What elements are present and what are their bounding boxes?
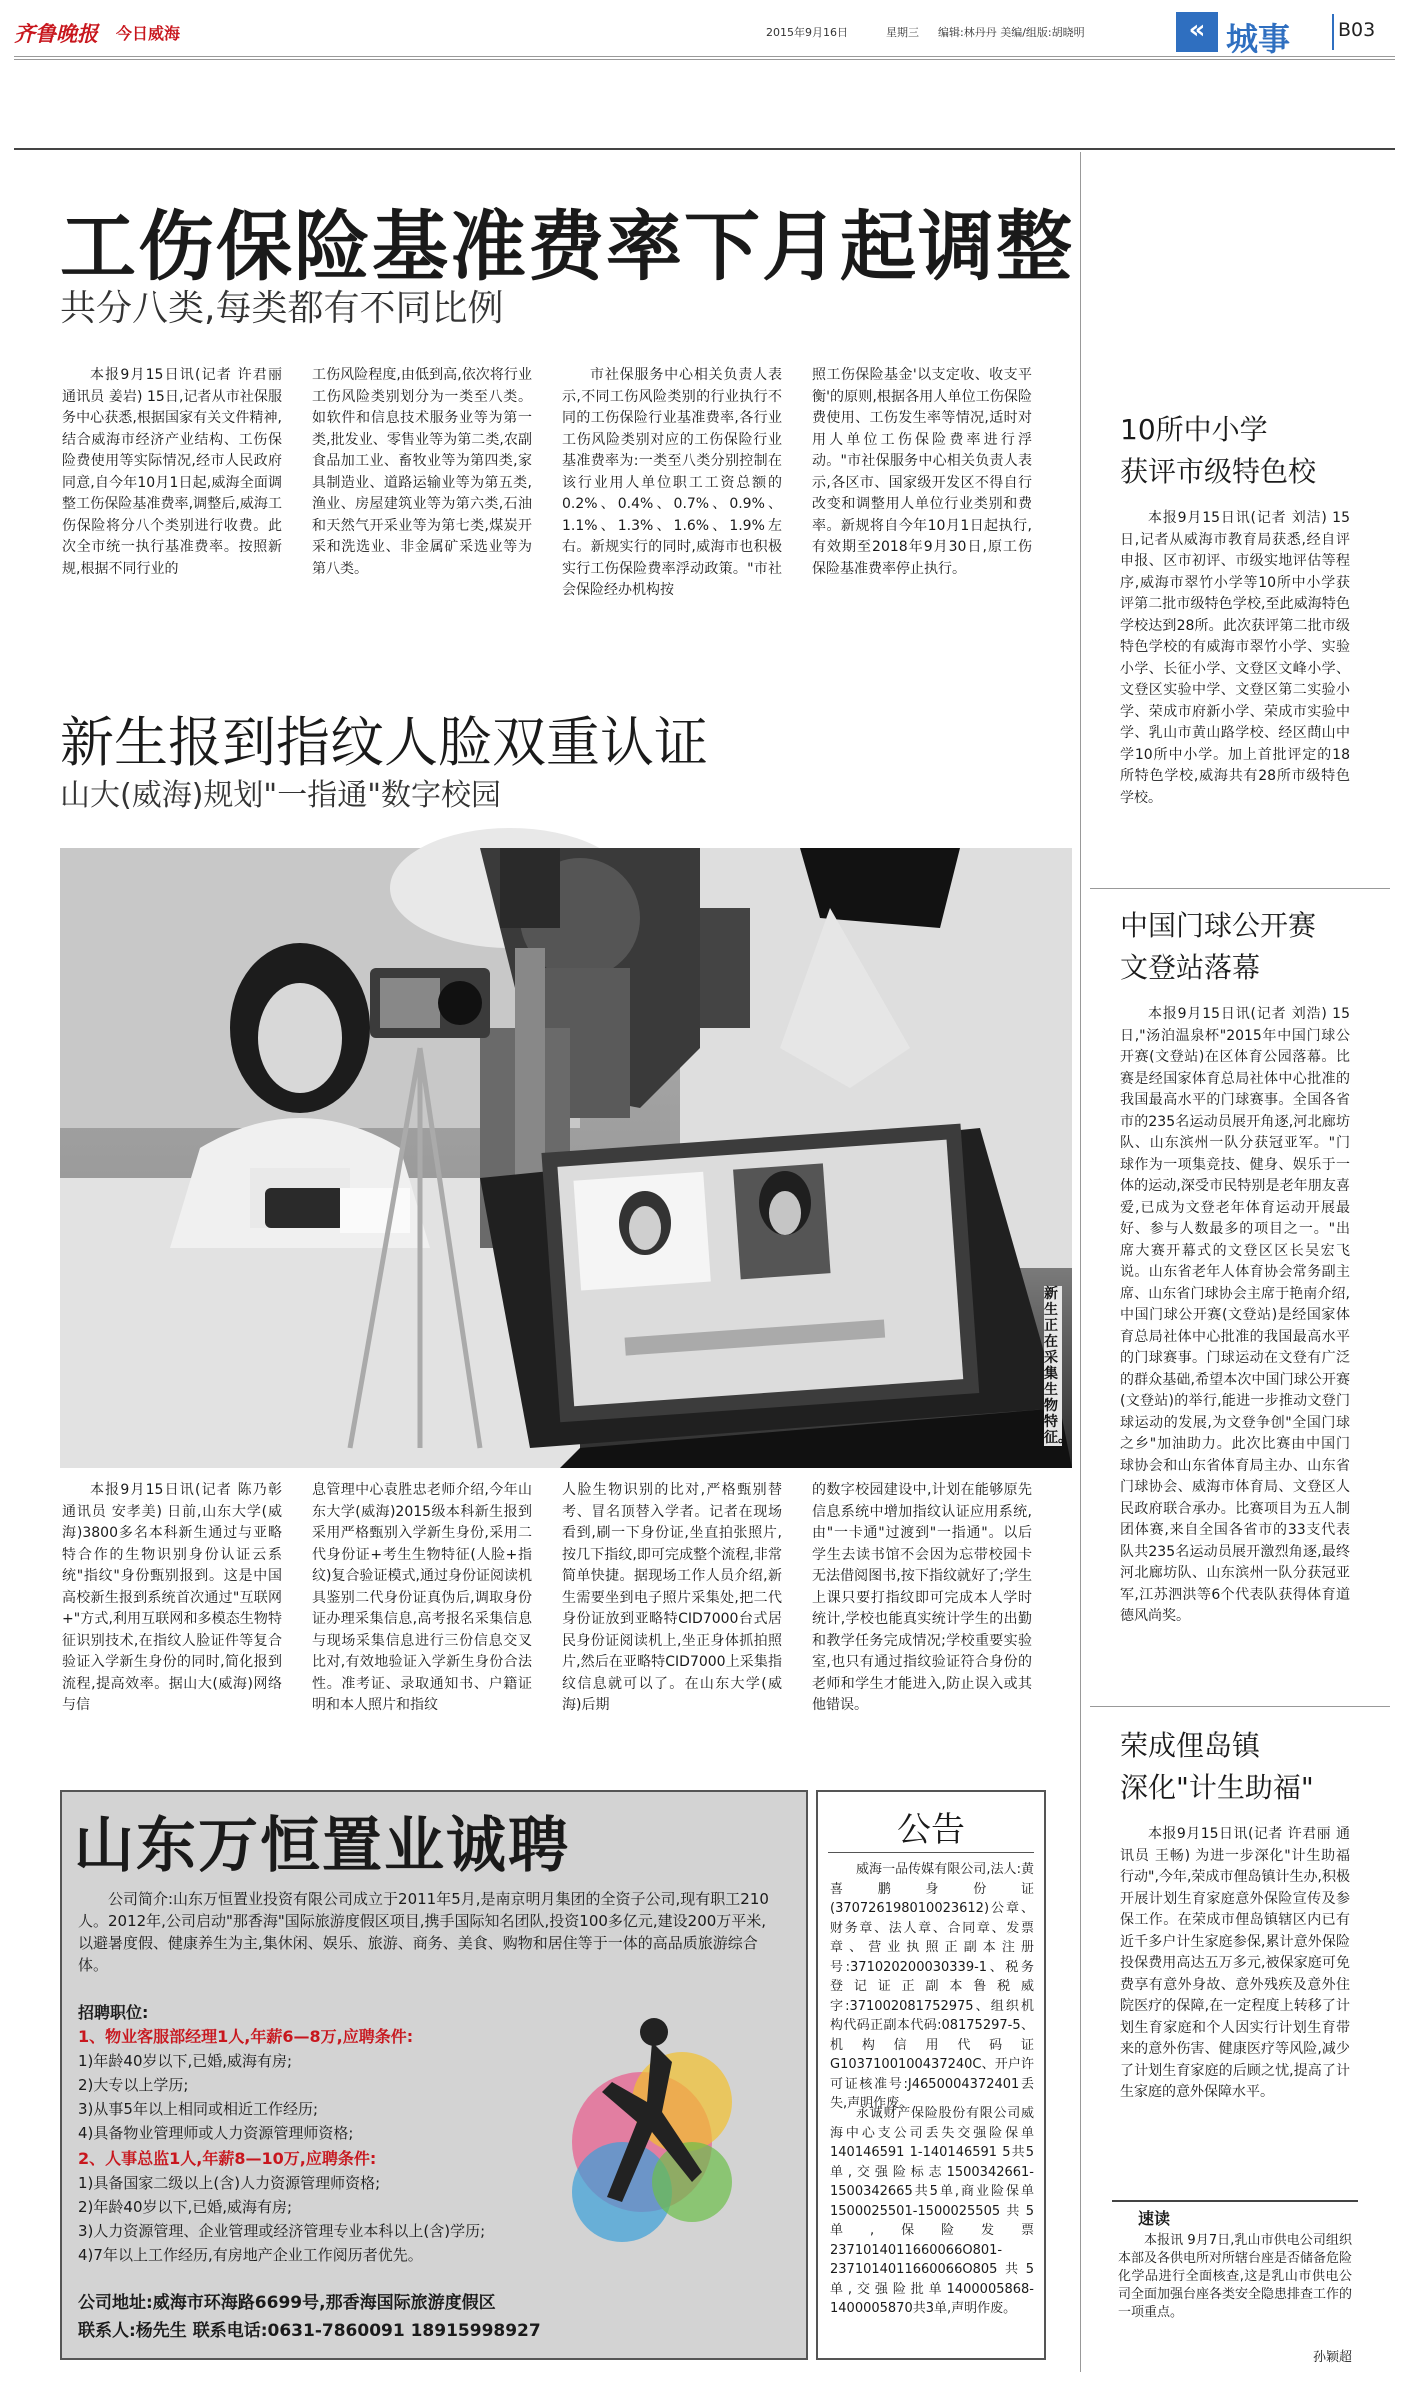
ad-intro: 公司简介:山东万恒置业投资有限公司成立于2011年5月,是南京明月集团的全资子公司,现有职工210人。2012年,公司启动"那香海"国际旅游度假区项目,携手国际知名团队,投资100多亿元,建设200万平米,以避暑度假、健康养生为主,集休闲、娱乐、旅游、商务、美食、购物和居住等于一体的高品质旅游综合体。 <box>78 1890 769 1974</box>
brief-label: 速读 <box>1132 2206 1176 2229</box>
story2-column-4: 的数字校园建设中,计划在能够原先信息系统中增加指纹认证应用系统,由"一卡通"过渡到"一指通"。以后学生去读书馆不会因为忘带校园卡无法借阅图书,按下指纹就好了;学生上课只要打指纹即可完成本人学时统计,学校也能真实统计学生的出勤和教学任务完成情况;学校重要实验室,也只有通过指纹验证符合身份的老师和学生才能进入,防止误入或其他错误。 <box>812 1482 1032 1713</box>
lead-column-1: 本报9月15日讯(记者 许君丽 通讯员 姜岩) 15日,记者从市社保服务中心获悉,根据国家有关文件精神,结合威海市经济产业结构、工伤保险费使用等实际情况,经市人民政府同意,自今年10月1日起,威海全面调整工伤保险基准费率,调整后,威海工伤保险将分八个类别进行收费。此次全市统一执行基准费率。按照新规,根据不同行业的 <box>62 367 282 577</box>
brief-byline: 孙颖超 <box>1312 2350 1352 2365</box>
brief-box <box>1112 2200 1358 2370</box>
brief-text: 本报讯 9月7日,乳山市供电公司组织本部及各供电所对所辖台座是否储备危险化学品进行全面核查,这是乳山市供电公司全面加强台座各类安全隐患排查工作的一项重点。 <box>1118 2233 1353 2320</box>
ad-splash-graphic <box>542 2002 762 2282</box>
recruitment-ad <box>60 1790 808 2360</box>
public-notice <box>816 1790 1046 2360</box>
page-credits: 编辑:林丹丹 美编/组版:胡晓明 <box>938 26 1085 39</box>
edition-name: 今日威海 <box>116 24 181 43</box>
ad-contact: 联系人:杨先生 联系电话:0631-7860091 18915998927 <box>78 2321 541 2341</box>
sidebar-s2-title-1: 中国门球公开赛 <box>1120 909 1317 942</box>
ad-jobs-label: 招聘职位: <box>78 2003 149 2022</box>
sidebar-s3-title-1: 荣成俚岛镇 <box>1120 1729 1261 1762</box>
story2-subheadline: 山大(威海)规划"一指通"数字校园 <box>60 778 502 813</box>
sidebar-s2-title-2: 文登站落幕 <box>1120 951 1261 984</box>
lead-headline: 工伤保险基准费率下月起调整 <box>60 202 1074 291</box>
ad-job2-req-3: 3)人力资源管理、企业管理或经济管理专业本科以上(含)学历; <box>78 2222 486 2240</box>
sidebar-s3-text: 本报9月15日讯(记者 许君丽 通讯员 王畅) 为进一步深化"计生助福行动",今年,荣成市俚岛镇计生办,积极开展计划生育家庭意外保险宣传及参保工作。在荣成市俚岛镇辖区内已有近千多户计生家庭参保,累计意外保险投保费用高达五万多元,被保家庭可免费享有意外身故、意外残疾及意外住院医疗的保障,在一定程度上转移了计划生育家庭和个人因实行计划生育带来的意外伤害、健康医疗等风险,减少了计划生育家庭的后顾之忧,提高了计生家庭的意外保障水平。 <box>1120 1826 1350 2100</box>
photo-caption: 新生正在采集生物特征。 <box>1044 1286 1072 1446</box>
ad-job1-req-1: 1)年龄40岁以下,已婚,威海有房; <box>78 2052 293 2070</box>
issue-date: 2015年9月16日 <box>766 26 848 39</box>
sidebar-s1-title-2: 获评市级特色校 <box>1120 455 1317 488</box>
lead-column-4: 照工伤保险基金'以支定收、收支平衡'的原则,根据各用人单位工伤保险费使用、工伤发生率等情况,适时对用人单位工伤保险费率进行浮动。"市社保服务中心相关负责人表示,各区市、国家级开发区不得自行改变和调整用人单位行业类别和费率。新规将自今年10月1日起执行,有效期至2018年9月30日,原工伤保险基准费率停止执行。 <box>812 367 1032 577</box>
sidebar-s1-text: 本报9月15日讯(记者 刘洁) 15日,记者从威海市教育局获悉,经自评申报、区市初评、市级实地评估等程序,威海市翠竹小学等10所中小学获评第二批市级特色学校,至此威海特色学校达到28所。此次获评第二批市级特色学校的有威海市翠竹小学、实验小学、长征小学、文登区文峰小学、文登区实验中学、文登区第二实验小学、荣成市府新小学、荣成市实验中学、乳山市黄山路学校、经区蔄山中学10所中小学。加上首批评定的18所特色学校,威海共有28所市级特色学校。 <box>1120 510 1350 806</box>
lead-subheadline: 共分八类,每类都有不同比例 <box>60 288 504 329</box>
story2-column-2: 息管理中心袁胜忠老师介绍,今年山东大学(威海)2015级本科新生报到采用严格甄别入学新生身份,采用二代身份证+考生生物特征(人脸+指纹)复合验证模式,通过身份证阅读机具鉴别二代身份证真伪后,调取身份证办理采集信息,高考报名采集信息与现场采集信息进行三份信息交叉比对,有效地验证入学新生身份合法性。准考证、录取通知书、户籍证明和本人照片和指纹 <box>312 1482 532 1713</box>
ad-job2-req-4: 4)7年以上工作经历,有房地产企业工作阅历者优先。 <box>78 2246 423 2264</box>
ad-job1-req-4: 4)具备物业管理师或人力资源管理师资格; <box>78 2124 354 2142</box>
section-name: 城事 <box>1226 20 1291 58</box>
lead-column-2: 工伤风险程度,由低到高,依次将行业工伤风险类别划分为一类至八类。如软件和信息技术服务业等为第一类,批发业、零售业等为第二类,农副食品加工业、畜牧业等为第四类,家具制造业、道路运输业等为第五类,渔业、房屋建筑业等为第六类,石油和天然气开采业等为第七类,煤炭开采和洗选业、非金属矿采选业等为第八类。 <box>312 367 532 577</box>
notice-text-2: 永诚财产保险股份有限公司威海中心支公司丢失交强险保单140146591 1-140146591 5共5单,交强险标志1500342661-1500342665共5单,商业险保单1500025501-1500025505共5单,保险发票2371014011660066O801-2371014011660066O805共5单,交强险批单1400005868-1400005870共3单,声明作废。 <box>830 2106 1034 2316</box>
ad-title: 山东万恒置业诚聘 <box>74 1811 570 1881</box>
masthead <box>14 12 1395 58</box>
ad-address: 公司地址:威海市环海路6699号,那香海国际旅游度假区 <box>78 2293 496 2313</box>
page-number: B03 <box>1338 19 1376 41</box>
sidebar-s3-title-2: 深化"计生助福" <box>1120 1771 1314 1804</box>
ad-job1: 1、物业客服部经理1人,年薪6—8万,应聘条件: <box>78 2027 414 2046</box>
story2-column-3: 人脸生物识别的比对,严格甄别替考、冒名顶替入学者。记者在现场看到,刷一下身份证,坐直拍张照片,按几下指纹,即可完成整个流程,非常简单快捷。据现场工作人员介绍,新生需要坐到电子照片采集处,把二代身份证放到亚略特CID7000台式居民身份证阅读机上,坐正身体抓拍照片,然后在亚略特CID7000上采集指纹信息就可以了。在山东大学(威海)后期 <box>562 1482 782 1713</box>
registration-photo <box>60 848 1072 1468</box>
paper-name: 齐鲁晚报 <box>14 21 98 46</box>
notice-text-1: 威海一品传媒有限公司,法人:黄喜鹏身份证(370726198010023612)公章、财务章、法人章、合同章、发票章、营业执照正副本注册号:371020200030339-1、税务登记证正副本鲁税威字:371002081752975、组织机构代码正副本代码:08175297-5、机构信用代码证G1037100100437240C、开户许可证核准号:J4650004372401丢失,声明作废。 <box>830 1862 1034 2111</box>
ad-job1-req-2: 2)大专以上学历; <box>78 2076 189 2094</box>
story2-photo <box>60 848 1072 1468</box>
ad-job2-req-2: 2)年龄40岁以下,已婚,威海有房; <box>78 2198 293 2216</box>
sidebar-s2-text: 本报9月15日讯(记者 刘浩) 15日,"汤泊温泉杯"2015年中国门球公开赛(文登站)在区体育公园落幕。比赛是经国家体育总局社体中心批准的我国最高水平的门球赛事。全国各省市的235名运动员展开角逐,河北廊坊队、山东滨州一队分获冠亚军。"门球作为一项集竞技、健身、娱乐于一体的运动,深受市民特别是老年朋友喜爱,已成为文登老年体育运动开展最好、参与人数最多的项目之一。"出席大赛开幕式的文登区区长吴宏飞说。山东省老年人体育协会常务副主席、山东省门球协会主席于艳南介绍,中国门球公开赛(文登站)是经国家体育总局社体中心批准的我国最高水平的门球赛事。门球运动在文登有广泛的群众基础,希望本次中国门球公开赛(文登站)的举行,能进一步推动文登门球运动的发展,为文登争创"全国门球之乡"加油助力。此次比赛由中国门球协会和山东省体育局主办、山东省门球协会、威海市体育局、文登区人民政府联合承办。比赛项目为五人制团体赛,来自全国各省市的33支代表队共235名运动员展开激烈角逐,最终河北廊坊队、山东滨州一队分获冠亚军,江苏泗洪等6个代表队获得体育道德风尚奖。 <box>1120 1006 1350 1624</box>
ad-job1-req-3: 3)从事5年以上相同或相近工作经历; <box>78 2100 318 2118</box>
section-badge <box>1176 12 1218 52</box>
chevron-left-icon: « <box>1188 15 1206 45</box>
sidebar-s1-title-1: 10所中小学 <box>1120 413 1268 446</box>
story2-headline: 新生报到指纹人脸双重认证 <box>60 711 708 774</box>
lead-column-3: 市社保服务中心相关负责人表示,不同工伤风险类别的行业执行不同的工伤保险行业基准费率,各行业工伤风险类别对应的工伤保险行业基准费率为:一类至八类分别控制在该行业用人单位职工工资总额的0.2%、0.4%、0.7%、0.9%、1.1%、1.3%、1.6%、1.9%左右。新规实行的同时,威海市也积极实行工伤保险费率浮动政策。"市社会保险经办机构按 <box>562 367 782 598</box>
issue-weekday: 星期三 <box>886 26 919 39</box>
ad-job2-req-1: 1)具备国家二级以上(含)人力资源管理师资格; <box>78 2174 381 2192</box>
notice-title: 公告 <box>897 1810 965 1850</box>
ad-job2: 2、人事总监1人,年薪8—10万,应聘条件: <box>78 2149 377 2168</box>
story2-column-1: 本报9月15日讯(记者 陈乃彰 通讯员 安孝美) 日前,山东大学(威海)3800多名本科新生通过与亚略特合作的生物识别身份认证云系统"指纹"身份甄别报到。这是中国高校新生报到系统首次通过"互联网+"方式,利用互联网和多模态生物特征识别技术,在指纹人脸证件等复合验证入学新生身份的同时,简化报到流程,提高效率。据山大(威海)网络与信 <box>62 1482 282 1713</box>
